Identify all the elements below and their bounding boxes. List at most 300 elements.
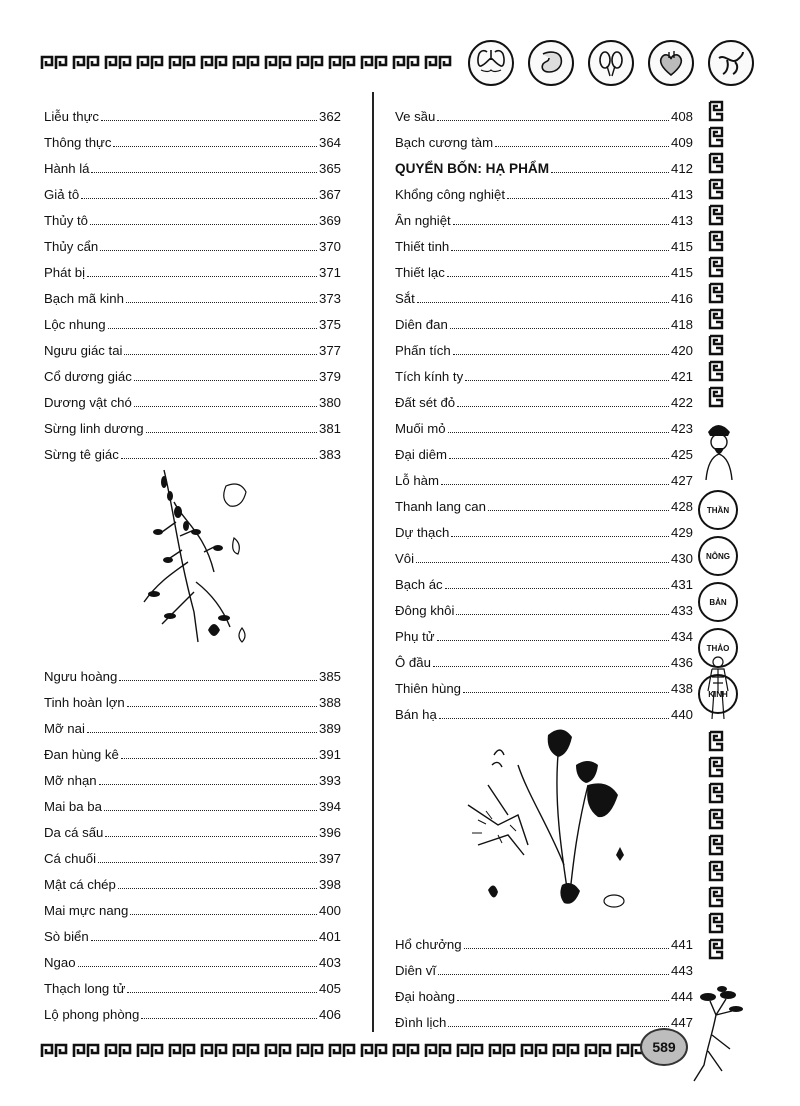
meander-motif (708, 886, 724, 908)
toc-entry (395, 592, 693, 618)
toc-entry-page: 420 (670, 343, 693, 358)
toc-entry-title: QUYỂN BỐN: HẠ PHẨM (395, 161, 550, 176)
toc-entry-page: 415 (670, 265, 693, 280)
toc-entry-title: Thạch long tử (44, 981, 126, 996)
toc-entry (395, 618, 693, 644)
meander-motif (456, 1043, 484, 1059)
page-number: 589 (640, 1028, 688, 1066)
dot-leader (463, 692, 669, 693)
toc-entry-title: Phát bị (44, 265, 86, 280)
toc-entry-page: 441 (670, 937, 693, 952)
toc-entry (44, 410, 341, 436)
dot-leader (134, 380, 317, 381)
meander-motif (360, 1043, 388, 1059)
toc-entry (395, 124, 693, 150)
toc-entry-page: 362 (318, 109, 341, 124)
toc-entry-page: 403 (318, 955, 341, 970)
toc-entry (395, 978, 693, 1004)
toc-entry-page: 440 (670, 707, 693, 722)
toc-entry-page: 371 (318, 265, 341, 280)
toc-entry (395, 696, 693, 722)
toc-entry-page: 367 (318, 187, 341, 202)
toc-entry-title: Giả tô (44, 187, 80, 202)
toc-entry (395, 670, 693, 696)
ginseng-root-illustration (682, 985, 744, 1085)
meander-motif (708, 860, 724, 882)
toc-entry-page: 433 (670, 603, 693, 618)
toc-entry-title: Đại hoàng (395, 989, 456, 1004)
toc-right-column (395, 98, 693, 722)
toc-entry (395, 228, 693, 254)
toc-entry-title: Bạch mã kinh (44, 291, 124, 306)
toc-entry (44, 710, 341, 736)
meander-motif (200, 55, 228, 71)
toc-entry-title: Cá chuối (44, 851, 97, 866)
toc-entry-title: Đất sét đỏ (395, 395, 456, 410)
toc-entry-page: 413 (670, 213, 693, 228)
toc-entry-page: 436 (670, 655, 693, 670)
toc-entry (44, 150, 341, 176)
meander-motif (708, 782, 724, 804)
toc-entry-title: Hổ chưởng (395, 937, 462, 952)
toc-entry (395, 202, 693, 228)
dot-leader (438, 974, 669, 975)
meander-motif (232, 1043, 260, 1059)
toc-section-heading (395, 150, 693, 176)
toc-entry (44, 176, 341, 202)
dot-leader (448, 1026, 669, 1027)
toc-entry (44, 306, 341, 332)
toc-entry-page: 415 (670, 239, 693, 254)
toc-entry-title: Cổ dương giác (44, 369, 132, 384)
toc-entry-title: Thiết tinh (395, 239, 450, 254)
toc-entry-title: Mai ba ba (44, 799, 102, 814)
toc-entry-title: Mỡ nai (44, 721, 85, 736)
flower-illustration-right (458, 725, 658, 920)
meander-motif (424, 1043, 452, 1059)
meander-motif (708, 834, 724, 856)
toc-entry-page: 431 (670, 577, 693, 592)
dot-leader (447, 276, 669, 277)
toc-entry-page: 427 (670, 473, 693, 488)
dot-leader (441, 484, 669, 485)
toc-entry-page: 396 (318, 825, 341, 840)
toc-entry (44, 736, 341, 762)
dot-leader (507, 198, 669, 199)
toc-entry (395, 332, 693, 358)
meander-motif (72, 55, 100, 71)
side-meander-upper (708, 100, 724, 408)
meander-motif (328, 1043, 356, 1059)
meander-motif (584, 1043, 612, 1059)
dot-leader (457, 406, 669, 407)
toc-entry-page: 434 (670, 629, 693, 644)
meander-motif (552, 1043, 580, 1059)
toc-entry (395, 410, 693, 436)
toc-entry-page: 369 (318, 213, 341, 228)
toc-entry-page: 406 (318, 1007, 341, 1022)
toc-entry (44, 866, 341, 892)
toc-entry-title: Lộc nhung (44, 317, 106, 332)
toc-entry-title: Diên vĩ (395, 963, 437, 978)
dot-leader (121, 758, 317, 759)
meander-motif (136, 55, 164, 71)
dot-leader (113, 146, 317, 147)
meander-motif (708, 360, 724, 382)
dot-leader (99, 784, 317, 785)
toc-entry-title: Khổng công nghiệt (395, 187, 505, 202)
toc-entry-page: 400 (318, 903, 341, 918)
dot-leader (105, 836, 317, 837)
toc-left-column-lower (44, 658, 341, 1022)
toc-entry (44, 970, 341, 996)
dot-leader (457, 1000, 669, 1001)
dot-leader (439, 718, 669, 719)
toc-entry-page: 373 (318, 291, 341, 306)
toc-entry-title: Ngao (44, 955, 76, 970)
toc-entry-page: 429 (670, 525, 693, 540)
toc-entry-page: 405 (318, 981, 341, 996)
dot-leader (456, 614, 669, 615)
toc-entry-title: Diên đan (395, 317, 448, 332)
lungs-icon (468, 40, 514, 86)
toc-entry-title: Ô đầu (395, 655, 431, 670)
kidneys-icon (588, 40, 634, 86)
toc-entry-title: Đan hùng kê (44, 747, 119, 762)
toc-entry-page: 394 (318, 799, 341, 814)
toc-entry-page: 388 (318, 695, 341, 710)
toc-entry-title: Thiên hùng (395, 681, 461, 696)
toc-entry (44, 332, 341, 358)
toc-entry-title: Tinh hoàn lợn (44, 695, 125, 710)
dot-leader (127, 706, 317, 707)
toc-entry-page: 393 (318, 773, 341, 788)
toc-entry-title: Sừng linh dương (44, 421, 144, 436)
toc-entry-page: 423 (670, 421, 693, 436)
dot-leader (127, 992, 317, 993)
seal: KINH (698, 674, 738, 714)
toc-entry-page: 380 (318, 395, 341, 410)
meander-motif (168, 1043, 196, 1059)
herb-illustration-left (134, 462, 264, 652)
toc-entry-page: 398 (318, 877, 341, 892)
toc-entry (395, 566, 693, 592)
dot-leader (118, 888, 317, 889)
dot-leader (465, 380, 669, 381)
toc-entry (395, 306, 693, 332)
seal: BẢN (698, 582, 738, 622)
toc-entry-page: 377 (318, 343, 341, 358)
toc-entry-title: Bạch cương tàm (395, 135, 494, 150)
toc-entry-title: Hành lá (44, 161, 90, 176)
toc-entry (395, 644, 693, 670)
dot-leader (451, 250, 669, 251)
toc-entry-page: 438 (670, 681, 693, 696)
toc-entry-page: 444 (670, 989, 693, 1004)
dot-leader (119, 680, 317, 681)
toc-entry (44, 944, 341, 970)
toc-entry (44, 658, 341, 684)
dot-leader (101, 120, 317, 121)
toc-entry (395, 176, 693, 202)
meander-motif (72, 1043, 100, 1059)
toc-entry (395, 98, 693, 124)
toc-entry (44, 436, 341, 462)
dot-leader (108, 328, 317, 329)
dot-leader (78, 966, 317, 967)
toc-entry-page: 413 (670, 187, 693, 202)
toc-entry-title: Bán hạ (395, 707, 437, 722)
toc-entry (44, 814, 341, 840)
toc-entry (44, 384, 341, 410)
dot-leader (100, 250, 317, 251)
scholar-portrait-icon (700, 418, 738, 480)
meander-motif (360, 55, 388, 71)
toc-entry (395, 514, 693, 540)
toc-entry-title: Ngưu hoàng (44, 669, 118, 684)
dot-leader (104, 810, 317, 811)
toc-entry (44, 254, 341, 280)
toc-entry-title: Phấn tích (395, 343, 451, 358)
anatomy-body-icon (698, 655, 738, 721)
toc-entry (44, 280, 341, 306)
toc-entry-page: 391 (318, 747, 341, 762)
dot-leader (451, 536, 669, 537)
toc-entry (44, 228, 341, 254)
meander-motif (392, 1043, 420, 1059)
meander-motif (708, 256, 724, 278)
meander-motif (708, 808, 724, 830)
meander-motif (264, 1043, 292, 1059)
meander-motif (708, 282, 724, 304)
toc-entry (395, 462, 693, 488)
toc-entry-title: Sắt (395, 291, 415, 306)
seal: NÔNG (698, 536, 738, 576)
toc-entry-title: Lộ phong phòng (44, 1007, 140, 1022)
toc-entry (44, 996, 341, 1022)
meander-motif (520, 1043, 548, 1059)
toc-entry-page: 447 (670, 1015, 693, 1030)
dot-leader (126, 302, 317, 303)
seal: THẢO (698, 628, 738, 668)
toc-entry-page: 421 (670, 369, 693, 384)
toc-entry-page: 428 (670, 499, 693, 514)
dot-leader (90, 224, 317, 225)
toc-entry (395, 436, 693, 462)
toc-entry-title: Vôi (395, 551, 415, 566)
toc-entry-title: Dự thạch (395, 525, 450, 540)
meander-motif (708, 126, 724, 148)
toc-entry-title: Liễu thực (44, 109, 100, 124)
dot-leader (464, 948, 669, 949)
toc-entry-page: 383 (318, 447, 341, 462)
dot-leader (437, 120, 669, 121)
toc-entry-title: Ân nghiệt (395, 213, 451, 228)
dot-leader (495, 146, 669, 147)
dot-leader (98, 862, 317, 863)
seal: THẦN (698, 490, 738, 530)
meander-motif (708, 730, 724, 752)
dot-leader (87, 276, 317, 277)
toc-entry-title: Thủy cẩn (44, 239, 99, 254)
toc-right-column-lower (395, 926, 693, 1030)
toc-entry-page: 370 (318, 239, 341, 254)
dot-leader (551, 172, 669, 173)
dot-leader (449, 458, 669, 459)
meander-motif (104, 55, 132, 71)
toc-entry (395, 952, 693, 978)
toc-entry-page: 389 (318, 721, 341, 736)
toc-entry (395, 254, 693, 280)
dot-leader (130, 914, 317, 915)
top-meander-border (40, 52, 440, 74)
toc-entry (44, 788, 341, 814)
meander-motif (488, 1043, 516, 1059)
toc-entry-page: 412 (670, 161, 693, 176)
meander-motif (392, 55, 420, 71)
dot-leader (134, 406, 317, 407)
toc-entry-page: 364 (318, 135, 341, 150)
toc-entry (395, 926, 693, 952)
dot-leader (81, 198, 317, 199)
meander-motif (708, 938, 724, 960)
meander-motif (40, 1043, 68, 1059)
dot-leader (453, 354, 669, 355)
toc-entry-page: 418 (670, 317, 693, 332)
dot-leader (445, 588, 669, 589)
meander-motif (708, 334, 724, 356)
toc-entry (44, 98, 341, 124)
toc-entry-page: 381 (318, 421, 341, 436)
toc-entry-page: 397 (318, 851, 341, 866)
toc-entry-title: Đình lịch (395, 1015, 447, 1030)
meander-motif (264, 55, 292, 71)
dot-leader (488, 510, 669, 511)
toc-entry-title: Muối mỏ (395, 421, 446, 436)
meander-motif (328, 55, 356, 71)
side-meander-lower (708, 730, 724, 960)
toc-entry (44, 840, 341, 866)
meander-motif (40, 55, 68, 71)
dot-leader (416, 562, 669, 563)
toc-entry-title: Đông khôi (395, 603, 455, 618)
toc-entry-title: Lỗ hàm (395, 473, 439, 488)
meander-motif (708, 912, 724, 934)
toc-entry-page: 401 (318, 929, 341, 944)
stomach-icon (528, 40, 574, 86)
toc-entry (44, 892, 341, 918)
toc-entry-page: 365 (318, 161, 341, 176)
dot-leader (91, 172, 317, 173)
toc-entry (44, 684, 341, 710)
meander-motif (104, 1043, 132, 1059)
toc-entry (395, 540, 693, 566)
meander-motif (232, 55, 260, 71)
meander-motif (424, 55, 452, 71)
toc-entry-page: 408 (670, 109, 693, 124)
toc-entry (44, 124, 341, 150)
meander-motif (136, 1043, 164, 1059)
toc-entry-title: Dương vật chó (44, 395, 132, 410)
dot-leader (124, 354, 317, 355)
meander-motif (708, 308, 724, 330)
dot-leader (453, 224, 669, 225)
meander-motif (708, 152, 724, 174)
toc-entry-title: Thông thực (44, 135, 112, 150)
meander-motif (168, 55, 196, 71)
toc-entry (44, 202, 341, 228)
dot-leader (437, 640, 669, 641)
toc-entry-page: 379 (318, 369, 341, 384)
toc-entry-title: Bạch ác (395, 577, 443, 592)
toc-entry-page: 385 (318, 669, 341, 684)
meander-motif (708, 230, 724, 252)
toc-entry-title: Phụ tử (395, 629, 435, 644)
meander-motif (708, 178, 724, 200)
dot-leader (121, 458, 317, 459)
toc-entry-page: 422 (670, 395, 693, 410)
toc-entry-title: Sừng tê giác (44, 447, 119, 462)
toc-entry-title: Mai mực nang (44, 903, 129, 918)
toc-entry (395, 488, 693, 514)
toc-entry (395, 280, 693, 306)
toc-entry-page: 443 (670, 963, 693, 978)
meander-motif (708, 204, 724, 226)
intestine-icon (708, 40, 754, 86)
toc-entry-title: Thủy tô (44, 213, 88, 228)
toc-entry-page: 425 (670, 447, 693, 462)
meander-motif (296, 1043, 324, 1059)
toc-left-column (44, 98, 341, 462)
toc-entry-page: 375 (318, 317, 341, 332)
toc-entry-title: Ngưu giác tai (44, 343, 123, 358)
toc-entry-title: Thiết lạc (395, 265, 445, 280)
toc-entry (395, 384, 693, 410)
toc-entry-title: Mỡ nhạn (44, 773, 97, 788)
toc-entry-title: Mật cá chép (44, 877, 116, 892)
dot-leader (146, 432, 317, 433)
meander-motif (708, 386, 724, 408)
dot-leader (141, 1018, 317, 1019)
toc-entry (395, 358, 693, 384)
toc-entry (44, 918, 341, 944)
toc-entry (44, 358, 341, 384)
toc-entry-title: Đại diêm (395, 447, 448, 462)
toc-entry-page: 430 (670, 551, 693, 566)
dot-leader (87, 732, 317, 733)
meander-motif (708, 756, 724, 778)
meander-motif (708, 100, 724, 122)
toc-entry-page: 409 (670, 135, 693, 150)
dot-leader (417, 302, 669, 303)
column-divider (372, 92, 374, 1032)
dot-leader (448, 432, 669, 433)
toc-entry-title: Ve sầu (395, 109, 436, 124)
dot-leader (433, 666, 669, 667)
heart-icon (648, 40, 694, 86)
toc-entry-title: Da cá sấu (44, 825, 104, 840)
toc-entry-title: Tích kính ty (395, 369, 464, 384)
toc-entry-title: Thanh lang can (395, 499, 486, 514)
dot-leader (450, 328, 669, 329)
toc-entry-title: Sò biển (44, 929, 89, 944)
bottom-meander-border (40, 1040, 640, 1062)
meander-motif (200, 1043, 228, 1059)
organ-icon-row (468, 40, 754, 86)
toc-entry (44, 762, 341, 788)
meander-motif (296, 55, 324, 71)
dot-leader (91, 940, 317, 941)
